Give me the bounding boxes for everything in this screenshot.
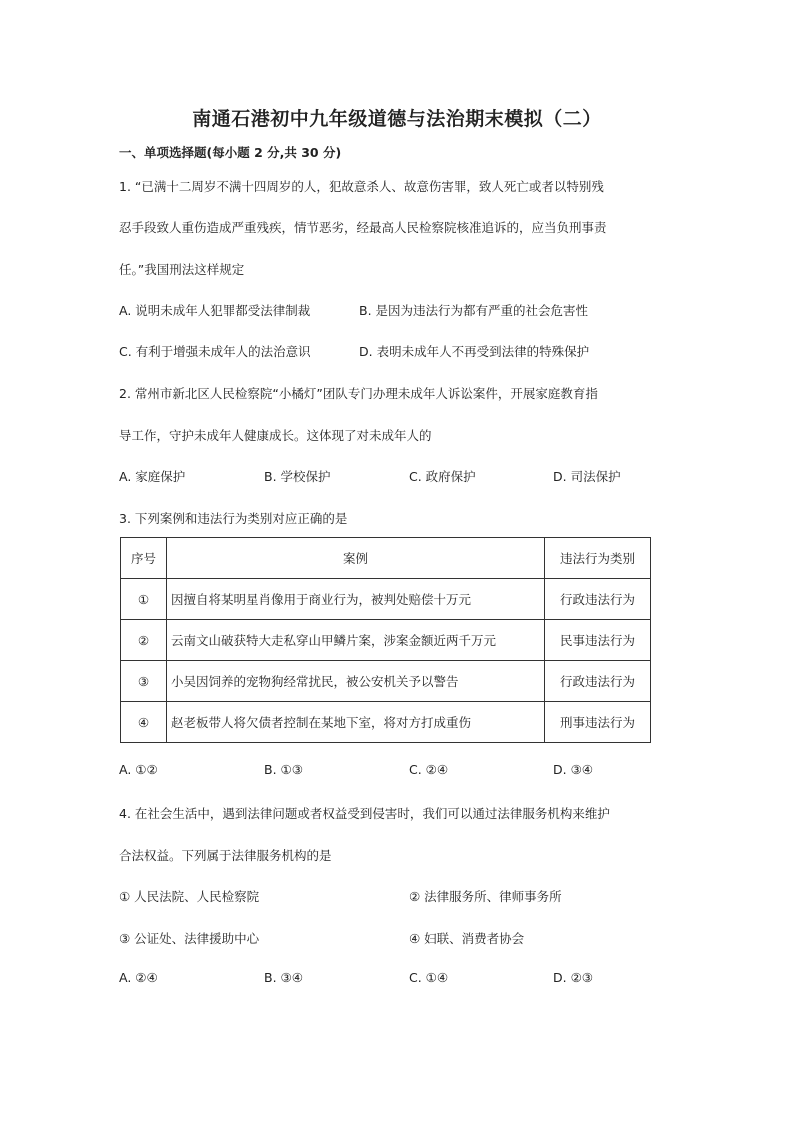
q1-line-1: 1. “已满十二周岁不满十四周岁的人，犯故意杀人、故意伤害罪，致人死亡或者以特别残 bbox=[119, 179, 604, 194]
section-heading: 一、单项选择题(每小题 2 分,共 30 分) bbox=[119, 145, 342, 160]
q2-line-2: 导工作，守护未成年人健康成长。这体现了对未成年人的 bbox=[119, 428, 432, 443]
row-case: 小吴因饲养的宠物狗经常扰民，被公安机关予以警告 bbox=[167, 661, 545, 702]
q4-option-d: D. ②③ bbox=[553, 970, 593, 985]
page-title: 南通石港初中九年级道德与法治期末模拟（二） bbox=[192, 108, 602, 130]
row-index: ② bbox=[121, 620, 167, 661]
q2-option-a: A. 家庭保护 bbox=[119, 469, 186, 484]
q4-item-3: ③ 公证处、法律援助中心 bbox=[119, 931, 260, 946]
q2-option-d: D. 司法保护 bbox=[553, 469, 621, 484]
table-row bbox=[121, 579, 651, 620]
q3-option-a: A. ①② bbox=[119, 762, 158, 777]
q1-line-3: 任。”我国刑法这样规定 bbox=[119, 262, 245, 277]
table-row bbox=[121, 702, 651, 743]
q1-option-d: D. 表明未成年人不再受到法律的特殊保护 bbox=[359, 344, 590, 359]
header-case: 案例 bbox=[167, 538, 545, 579]
case-table bbox=[120, 537, 651, 743]
header-index: 序号 bbox=[121, 538, 167, 579]
q1-line-2: 忍手段致人重伤造成严重残疾，情节恶劣，经最高人民检察院核准追诉的，应当负刑事责 bbox=[119, 220, 607, 235]
q2-option-b: B. 学校保护 bbox=[264, 469, 331, 484]
row-case: 云南文山破获特大走私穿山甲鳞片案，涉案金额近两千万元 bbox=[167, 620, 545, 661]
q1-option-c: C. 有利于增强未成年人的法治意识 bbox=[119, 344, 311, 359]
row-index: ③ bbox=[121, 661, 167, 702]
q2-option-c: C. 政府保护 bbox=[409, 469, 476, 484]
table-header-row bbox=[121, 538, 651, 579]
q4-option-a: A. ②④ bbox=[119, 970, 158, 985]
q3-stem: 3. 下列案例和违法行为类别对应正确的是 bbox=[119, 511, 348, 526]
q1-option-b: B. 是因为违法行为都有严重的社会危害性 bbox=[359, 303, 589, 318]
row-category: 刑事违法行为 bbox=[545, 702, 651, 743]
q3-option-d: D. ③④ bbox=[553, 762, 593, 777]
q4-option-c: C. ①④ bbox=[409, 970, 449, 985]
table-row bbox=[121, 620, 651, 661]
row-case: 因擅自将某明星肖像用于商业行为，被判处赔偿十万元 bbox=[167, 579, 545, 620]
row-category: 行政违法行为 bbox=[545, 661, 651, 702]
table-row bbox=[121, 661, 651, 702]
row-index: ① bbox=[121, 579, 167, 620]
q4-item-4: ④ 妇联、消费者协会 bbox=[409, 931, 525, 946]
q2-line-1: 2. 常州市新北区人民检察院“小橘灯”团队专门办理未成年人诉讼案件，开展家庭教育指 bbox=[119, 386, 598, 401]
header-category: 违法行为类别 bbox=[545, 538, 651, 579]
row-category: 民事违法行为 bbox=[545, 620, 651, 661]
row-case: 赵老板带人将欠债者控制在某地下室，将对方打成重伤 bbox=[167, 702, 545, 743]
q3-option-b: B. ①③ bbox=[264, 762, 303, 777]
q4-item-1: ① 人民法院、人民检察院 bbox=[119, 889, 260, 904]
q1-option-a: A. 说明未成年人犯罪都受法律制裁 bbox=[119, 303, 311, 318]
q3-option-c: C. ②④ bbox=[409, 762, 449, 777]
row-category: 行政违法行为 bbox=[545, 579, 651, 620]
q4-item-2: ② 法律服务所、律师事务所 bbox=[409, 889, 562, 904]
q4-line-2: 合法权益。下列属于法律服务机构的是 bbox=[119, 848, 332, 863]
q4-line-1: 4. 在社会生活中，遇到法律问题或者权益受到侵害时，我们可以通过法律服务机构来维护 bbox=[119, 806, 610, 821]
q4-option-b: B. ③④ bbox=[264, 970, 303, 985]
row-index: ④ bbox=[121, 702, 167, 743]
